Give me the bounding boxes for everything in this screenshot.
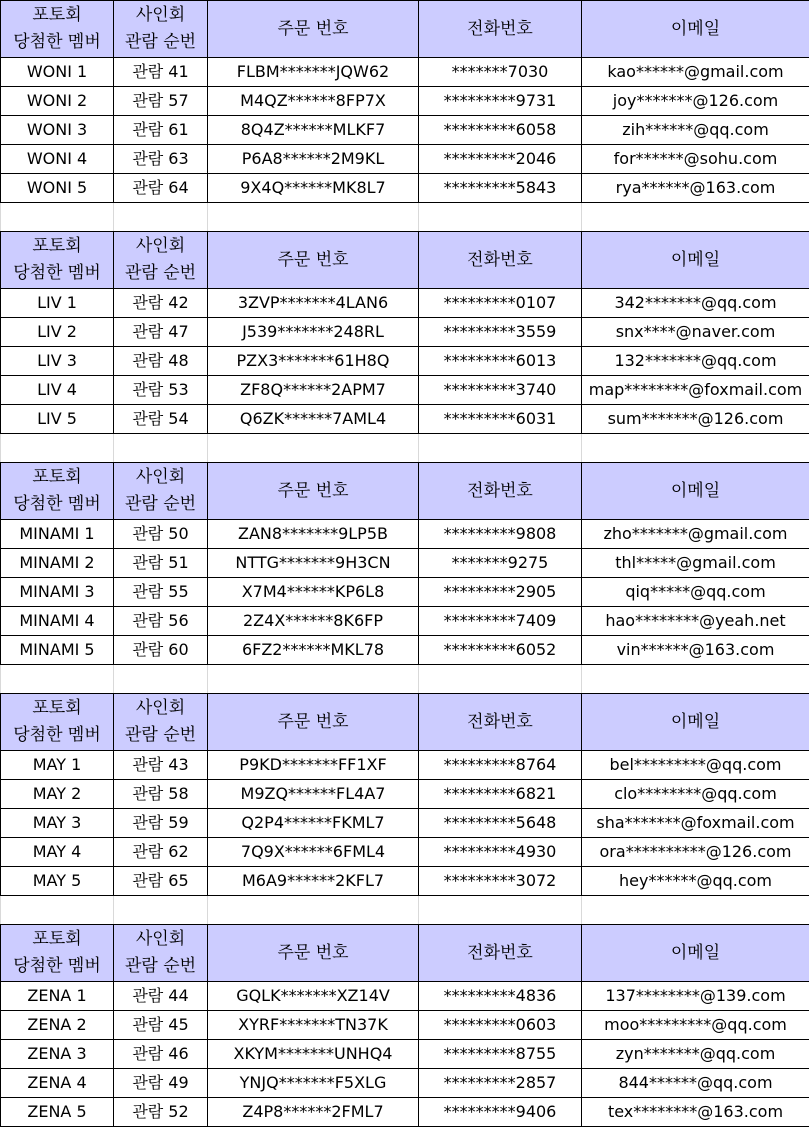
table-row [1, 520, 809, 549]
header-photo-member-line2: 당첨한 멤버 [13, 725, 101, 745]
header-sign-order-line2: 관람 순번 [124, 32, 197, 52]
empty-cell[interactable] [114, 896, 208, 925]
order-number-cell[interactable]: 7Q9X******6FML4 [208, 838, 419, 867]
empty-cell[interactable] [582, 896, 809, 925]
table-row [1, 982, 809, 1011]
phone-cell[interactable]: *********8755 [419, 1040, 582, 1069]
spacer-row [1, 203, 809, 232]
header-photo-member[interactable] [1, 232, 114, 289]
email-cell[interactable]: 132*******@qq.com [582, 347, 809, 376]
phone-cell[interactable]: *********0603 [419, 1011, 582, 1040]
sign-order-cell[interactable]: 관람 49 [114, 1069, 208, 1098]
phone-cell[interactable]: *********0107 [419, 289, 582, 318]
member-cell[interactable]: ZENA 5 [1, 1098, 114, 1127]
table-body [1, 1, 809, 1127]
spacer-row [1, 665, 809, 694]
table-row [1, 780, 809, 809]
email-cell[interactable]: thl*****@gmail.com [582, 549, 809, 578]
email-cell[interactable]: 137********@139.com [582, 982, 809, 1011]
order-number-cell[interactable]: ZF8Q******2APM7 [208, 376, 419, 405]
header-photo-member-line1: 포토회 [32, 929, 82, 949]
sign-order-cell[interactable]: 관람 61 [114, 116, 208, 145]
email-cell[interactable]: for******@sohu.com [582, 145, 809, 174]
order-number-cell[interactable]: 8Q4Z******MLKF7 [208, 116, 419, 145]
sign-order-cell[interactable]: 관람 54 [114, 405, 208, 434]
phone-cell[interactable]: *********8764 [419, 751, 582, 780]
sign-order-cell[interactable]: 관람 56 [114, 607, 208, 636]
member-cell[interactable]: WONI 4 [1, 145, 114, 174]
table-row [1, 1011, 809, 1040]
table-row [1, 549, 809, 578]
sign-order-cell[interactable]: 관람 46 [114, 1040, 208, 1069]
order-number-cell[interactable]: XYRF*******TN37K [208, 1011, 419, 1040]
header-sign-order-line2: 관람 순번 [124, 956, 197, 976]
email-cell[interactable]: clo********@qq.com [582, 780, 809, 809]
table-row [1, 809, 809, 838]
email-cell[interactable]: map********@foxmail.com [582, 376, 809, 405]
member-cell[interactable]: MINAMI 4 [1, 607, 114, 636]
header-phone[interactable]: 전화번호 [419, 1, 582, 58]
phone-cell[interactable]: *********4836 [419, 982, 582, 1011]
table-row [1, 607, 809, 636]
table-row [1, 1040, 809, 1069]
header-photo-member[interactable] [1, 1, 114, 58]
sign-order-cell[interactable]: 관람 43 [114, 751, 208, 780]
order-number-cell[interactable]: YNJQ*******F5XLG [208, 1069, 419, 1098]
sign-order-cell[interactable]: 관람 52 [114, 1098, 208, 1127]
phone-cell[interactable]: *********6058 [419, 116, 582, 145]
email-cell[interactable]: zih******@qq.com [582, 116, 809, 145]
email-cell[interactable]: kao******@gmail.com [582, 58, 809, 87]
order-number-cell[interactable]: 9X4Q******MK8L7 [208, 174, 419, 203]
spacer-row [1, 896, 809, 925]
header-sign-order-line1: 사인회 [135, 698, 186, 718]
header-photo-member[interactable] [1, 925, 114, 982]
header-sign-order[interactable] [114, 1, 208, 58]
order-number-cell[interactable]: GQLK*******XZ14V [208, 982, 419, 1011]
sign-order-cell[interactable]: 관람 47 [114, 318, 208, 347]
member-cell[interactable]: LIV 4 [1, 376, 114, 405]
header-row [1, 925, 809, 982]
table-row [1, 405, 809, 434]
phone-cell[interactable]: *********5843 [419, 174, 582, 203]
header-phone[interactable]: 전화번호 [419, 925, 582, 982]
header-email[interactable]: 이메일 [582, 925, 809, 982]
empty-cell[interactable] [419, 896, 582, 925]
email-cell[interactable]: ora**********@126.com [582, 838, 809, 867]
table-row [1, 636, 809, 665]
header-order-number[interactable]: 주문 번호 [208, 694, 419, 751]
phone-cell[interactable]: *********2857 [419, 1069, 582, 1098]
header-photo-member-line1: 포토회 [32, 5, 82, 25]
member-cell[interactable]: ZENA 3 [1, 1040, 114, 1069]
member-cell[interactable]: MAY 1 [1, 751, 114, 780]
member-cell[interactable]: WONI 1 [1, 58, 114, 87]
email-cell[interactable]: snx****@naver.com [582, 318, 809, 347]
member-cell[interactable]: LIV 3 [1, 347, 114, 376]
phone-cell[interactable]: *********6013 [419, 347, 582, 376]
order-number-cell[interactable]: Z4P8******2FML7 [208, 1098, 419, 1127]
sign-order-cell[interactable]: 관람 55 [114, 578, 208, 607]
order-number-cell[interactable]: M4QZ******8FP7X [208, 87, 419, 116]
phone-cell[interactable]: *********5648 [419, 809, 582, 838]
header-photo-member[interactable] [1, 694, 114, 751]
email-cell[interactable]: tex********@163.com [582, 1098, 809, 1127]
email-cell[interactable]: bel*********@qq.com [582, 751, 809, 780]
sign-order-cell[interactable]: 관람 44 [114, 982, 208, 1011]
header-sign-order-line2: 관람 순번 [124, 263, 197, 283]
phone-cell[interactable]: *********6052 [419, 636, 582, 665]
order-number-cell[interactable]: M6A9******2KFL7 [208, 867, 419, 896]
sign-order-cell[interactable]: 관람 64 [114, 174, 208, 203]
phone-cell[interactable]: *********9731 [419, 87, 582, 116]
sign-order-cell[interactable]: 관람 62 [114, 838, 208, 867]
order-number-cell[interactable]: J539*******248RL [208, 318, 419, 347]
sign-order-cell[interactable]: 관람 41 [114, 58, 208, 87]
empty-cell[interactable] [582, 665, 809, 694]
member-cell[interactable]: MINAMI 5 [1, 636, 114, 665]
header-row [1, 1, 809, 58]
header-row [1, 463, 809, 520]
order-number-cell[interactable]: 3ZVP*******4LAN6 [208, 289, 419, 318]
header-sign-order-line1: 사인회 [135, 467, 186, 487]
empty-cell[interactable] [419, 434, 582, 463]
order-number-cell[interactable]: 6FZ2******MKL78 [208, 636, 419, 665]
header-sign-order-line1: 사인회 [135, 5, 186, 25]
email-cell[interactable]: 342*******@qq.com [582, 289, 809, 318]
sign-order-cell[interactable]: 관람 65 [114, 867, 208, 896]
order-number-cell[interactable]: Q6ZK******7AML4 [208, 405, 419, 434]
email-cell[interactable]: joy*******@126.com [582, 87, 809, 116]
header-photo-member-line2: 당첨한 멤버 [13, 263, 101, 283]
member-cell[interactable]: ZENA 1 [1, 982, 114, 1011]
header-email[interactable]: 이메일 [582, 232, 809, 289]
email-cell[interactable]: qiq*****@qq.com [582, 578, 809, 607]
header-row [1, 694, 809, 751]
member-cell[interactable]: WONI 5 [1, 174, 114, 203]
header-row [1, 232, 809, 289]
phone-cell[interactable]: *******7030 [419, 58, 582, 87]
email-cell[interactable]: rya******@163.com [582, 174, 809, 203]
phone-cell[interactable]: *********3559 [419, 318, 582, 347]
table-row [1, 751, 809, 780]
order-number-cell[interactable]: XKYM*******UNHQ4 [208, 1040, 419, 1069]
header-photo-member-line2: 당첨한 멤버 [13, 494, 101, 514]
header-sign-order[interactable] [114, 232, 208, 289]
table-row [1, 1069, 809, 1098]
sign-order-cell[interactable]: 관람 60 [114, 636, 208, 665]
table-row [1, 145, 809, 174]
spacer-row [1, 434, 809, 463]
order-number-cell[interactable]: NTTG*******9H3CN [208, 549, 419, 578]
email-cell[interactable]: hao********@yeah.net [582, 607, 809, 636]
email-cell[interactable]: sha*******@foxmail.com [582, 809, 809, 838]
header-sign-order[interactable] [114, 463, 208, 520]
empty-cell[interactable] [582, 434, 809, 463]
empty-cell[interactable] [582, 203, 809, 232]
header-sign-order-line2: 관람 순번 [124, 494, 197, 514]
phone-cell[interactable]: *********6821 [419, 780, 582, 809]
order-number-cell[interactable]: PZX3*******61H8Q [208, 347, 419, 376]
member-cell[interactable]: LIV 5 [1, 405, 114, 434]
header-photo-member-line2: 당첨한 멤버 [13, 956, 101, 976]
header-order-number[interactable]: 주문 번호 [208, 232, 419, 289]
empty-cell[interactable] [1, 434, 114, 463]
header-photo-member-line2: 당첨한 멤버 [13, 32, 101, 52]
header-photo-member[interactable] [1, 463, 114, 520]
empty-cell[interactable] [208, 203, 419, 232]
member-cell[interactable]: MAY 2 [1, 780, 114, 809]
empty-cell[interactable] [114, 203, 208, 232]
email-cell[interactable]: sum*******@126.com [582, 405, 809, 434]
order-number-cell[interactable]: M9ZQ******FL4A7 [208, 780, 419, 809]
table-row [1, 838, 809, 867]
empty-cell[interactable] [208, 896, 419, 925]
member-cell[interactable]: MAY 3 [1, 809, 114, 838]
email-cell[interactable]: moo*********@qq.com [582, 1011, 809, 1040]
sign-order-cell[interactable]: 관람 42 [114, 289, 208, 318]
member-cell[interactable]: ZENA 2 [1, 1011, 114, 1040]
empty-cell[interactable] [419, 203, 582, 232]
phone-cell[interactable]: *********2905 [419, 578, 582, 607]
header-photo-member-line1: 포토회 [32, 698, 82, 718]
order-number-cell[interactable]: P9KD*******FF1XF [208, 751, 419, 780]
table-row [1, 376, 809, 405]
header-sign-order[interactable] [114, 925, 208, 982]
sign-order-cell[interactable]: 관람 63 [114, 145, 208, 174]
phone-cell[interactable]: *********9808 [419, 520, 582, 549]
sign-order-cell[interactable]: 관람 53 [114, 376, 208, 405]
table-row [1, 174, 809, 203]
member-cell[interactable]: MINAMI 3 [1, 578, 114, 607]
sign-order-cell[interactable]: 관람 45 [114, 1011, 208, 1040]
empty-cell[interactable] [1, 203, 114, 232]
email-cell[interactable]: vin******@163.com [582, 636, 809, 665]
header-phone[interactable]: 전화번호 [419, 694, 582, 751]
member-cell[interactable]: LIV 2 [1, 318, 114, 347]
order-number-cell[interactable]: 2Z4X******8K6FP [208, 607, 419, 636]
header-email[interactable]: 이메일 [582, 1, 809, 58]
phone-cell[interactable]: *********3072 [419, 867, 582, 896]
order-number-cell[interactable]: Q2P4******FKML7 [208, 809, 419, 838]
header-photo-member-line1: 포토회 [32, 236, 82, 256]
header-sign-order[interactable] [114, 694, 208, 751]
empty-cell[interactable] [1, 665, 114, 694]
email-cell[interactable]: zyn*******@qq.com [582, 1040, 809, 1069]
member-cell[interactable]: ZENA 4 [1, 1069, 114, 1098]
table-row [1, 318, 809, 347]
sign-order-cell[interactable]: 관람 57 [114, 87, 208, 116]
email-cell[interactable]: hey******@qq.com [582, 867, 809, 896]
member-cell[interactable]: WONI 3 [1, 116, 114, 145]
email-cell[interactable]: 844******@qq.com [582, 1069, 809, 1098]
member-cell[interactable]: MINAMI 1 [1, 520, 114, 549]
table-row [1, 578, 809, 607]
header-order-number[interactable]: 주문 번호 [208, 1, 419, 58]
order-number-cell[interactable]: P6A8******2M9KL [208, 145, 419, 174]
header-phone[interactable]: 전화번호 [419, 463, 582, 520]
header-sign-order-line1: 사인회 [135, 929, 186, 949]
header-email[interactable]: 이메일 [582, 463, 809, 520]
order-number-cell[interactable]: ZAN8*******9LP5B [208, 520, 419, 549]
table-row [1, 116, 809, 145]
email-cell[interactable]: zho*******@gmail.com [582, 520, 809, 549]
member-cell[interactable]: WONI 2 [1, 87, 114, 116]
phone-cell[interactable]: *********6031 [419, 405, 582, 434]
table-row [1, 867, 809, 896]
sign-order-cell[interactable]: 관람 58 [114, 780, 208, 809]
phone-cell[interactable]: *********2046 [419, 145, 582, 174]
header-email[interactable]: 이메일 [582, 694, 809, 751]
header-order-number[interactable]: 주문 번호 [208, 463, 419, 520]
header-order-number[interactable]: 주문 번호 [208, 925, 419, 982]
member-cell[interactable]: LIV 1 [1, 289, 114, 318]
phone-cell[interactable]: *********7409 [419, 607, 582, 636]
phone-cell[interactable]: *******9275 [419, 549, 582, 578]
phone-cell[interactable]: *********3740 [419, 376, 582, 405]
header-photo-member-line1: 포토회 [32, 467, 82, 487]
sign-order-cell[interactable]: 관람 48 [114, 347, 208, 376]
empty-cell[interactable] [208, 434, 419, 463]
empty-cell[interactable] [1, 896, 114, 925]
header-phone[interactable]: 전화번호 [419, 232, 582, 289]
member-cell[interactable]: MINAMI 2 [1, 549, 114, 578]
phone-cell[interactable]: *********4930 [419, 838, 582, 867]
order-number-cell[interactable]: FLBM*******JQW62 [208, 58, 419, 87]
table-row [1, 1098, 809, 1127]
table-row [1, 58, 809, 87]
empty-cell[interactable] [419, 665, 582, 694]
order-number-cell[interactable]: X7M4******KP6L8 [208, 578, 419, 607]
empty-cell[interactable] [208, 665, 419, 694]
sign-order-cell[interactable]: 관람 59 [114, 809, 208, 838]
header-sign-order-line2: 관람 순번 [124, 725, 197, 745]
header-sign-order-line1: 사인회 [135, 236, 186, 256]
table-row [1, 289, 809, 318]
member-cell[interactable]: MAY 5 [1, 867, 114, 896]
empty-cell[interactable] [114, 665, 208, 694]
sign-order-cell[interactable]: 관람 50 [114, 520, 208, 549]
empty-cell[interactable] [114, 434, 208, 463]
table-row [1, 87, 809, 116]
phone-cell[interactable]: *********9406 [419, 1098, 582, 1127]
sign-order-cell[interactable]: 관람 51 [114, 549, 208, 578]
table-row [1, 347, 809, 376]
member-cell[interactable]: MAY 4 [1, 838, 114, 867]
